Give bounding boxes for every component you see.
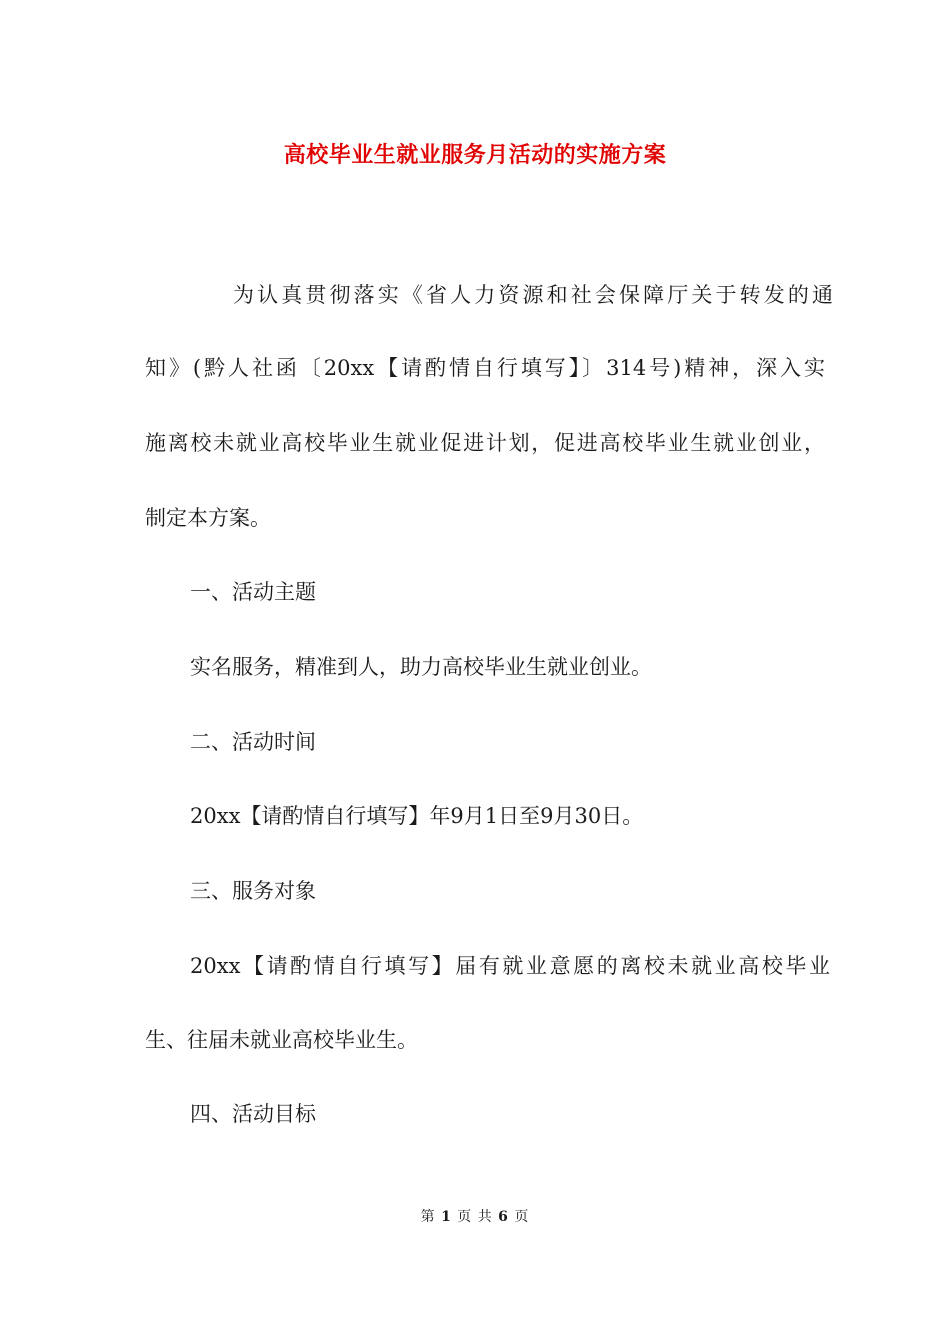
intro-line-2: 知》(黔人社函〔20xx【请酌情自行填写】〕314号)精神，深入实	[145, 356, 825, 380]
page-footer	[0, 1206, 950, 1226]
section-heading-2: 二、活动时间	[190, 730, 316, 754]
section-body-3-line-1: 20xx【请酌情自行填写】届有就业意愿的离校未就业高校毕业	[190, 954, 830, 978]
footer-page-number: 1	[441, 1209, 452, 1225]
section-heading-4: 四、活动目标	[190, 1102, 316, 1126]
footer-prefix: 第	[420, 1209, 436, 1225]
footer-suffix: 页	[514, 1209, 530, 1225]
section-body-1: 实名服务，精准到人，助力高校毕业生就业创业。	[190, 655, 652, 679]
section-heading-3: 三、服务对象	[190, 879, 316, 903]
footer-page-total: 6	[498, 1209, 509, 1225]
intro-line-1: 为认真贯彻落实《省人力资源和社会保障厅关于转发的通	[233, 283, 833, 307]
document-title: 高校毕业生就业服务月活动的实施方案	[283, 142, 667, 168]
footer-mid: 页 共	[457, 1209, 493, 1225]
intro-line-3: 施离校未就业高校毕业生就业促进计划，促进高校毕业生就业创业，	[145, 431, 825, 455]
section-body-2: 20xx【请酌情自行填写】年9月1日至9月30日。	[190, 804, 644, 828]
section-body-3-line-2: 生、往届未就业高校毕业生。	[145, 1028, 418, 1052]
intro-line-4: 制定本方案。	[145, 506, 271, 530]
section-heading-1: 一、活动主题	[190, 580, 316, 604]
